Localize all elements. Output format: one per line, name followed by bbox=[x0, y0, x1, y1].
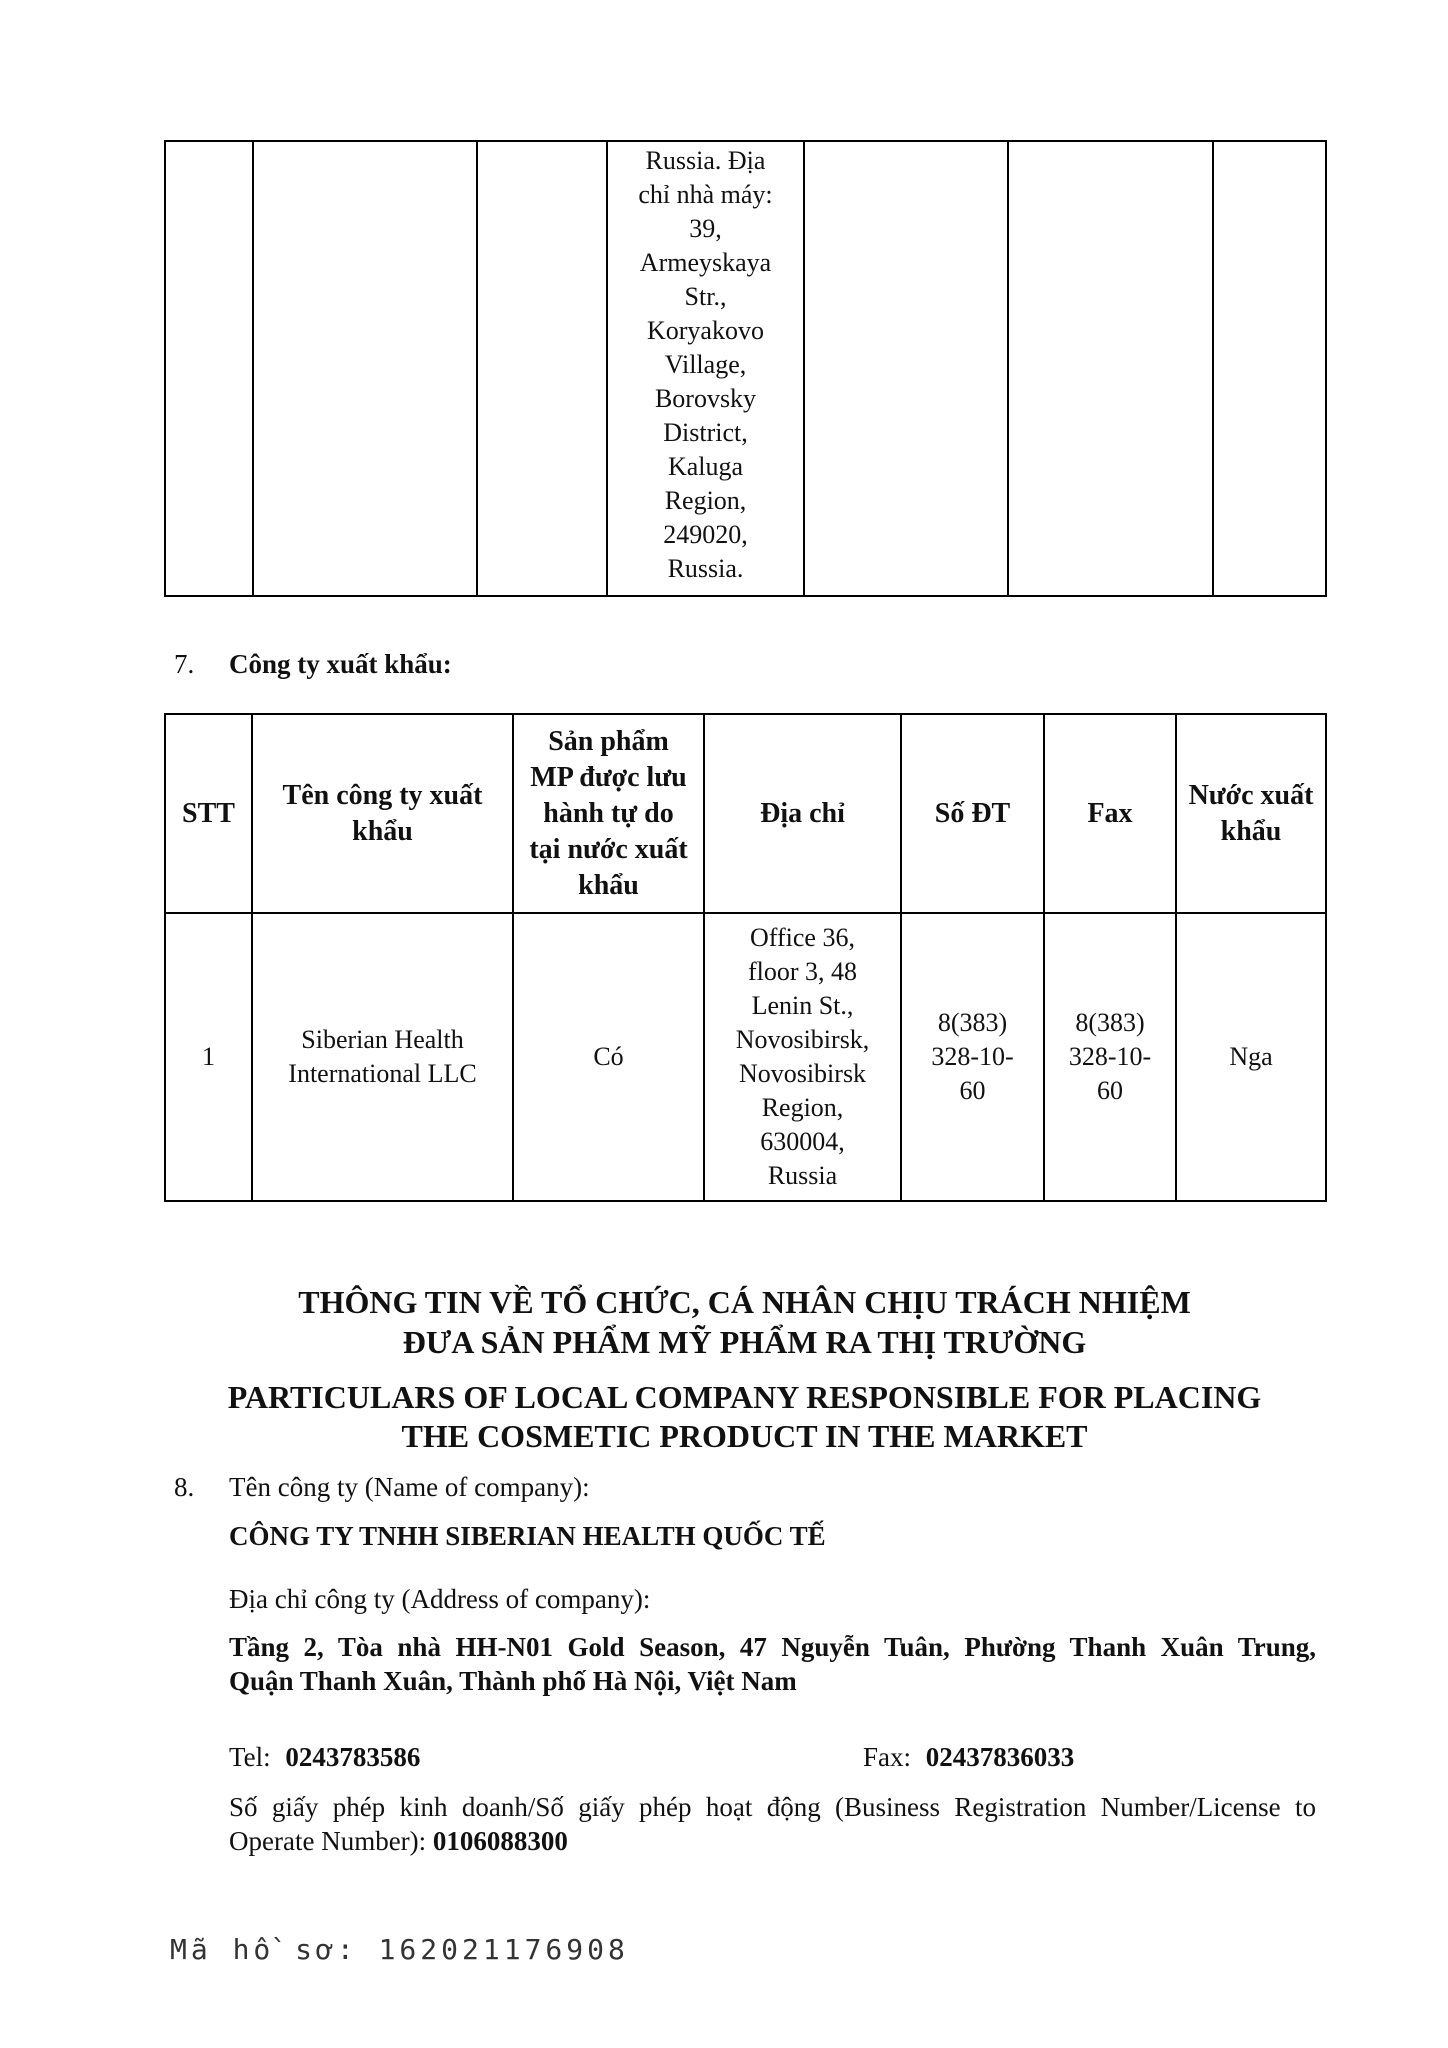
company-address-line-1: Tầng 2, Tòa nhà HH-N01 Gold Season, 47 Nguyễn Tuân, Phường Thanh Xuân Trung, bbox=[229, 1632, 1316, 1662]
heading-en-line-1: PARTICULARS OF LOCAL COMPANY RESPONSIBLE FOR PLACING bbox=[227, 1379, 1262, 1415]
table-cell bbox=[1213, 141, 1326, 596]
text-line: International LLC bbox=[288, 1059, 477, 1088]
text-line: 60 bbox=[1097, 1076, 1123, 1105]
cell-content bbox=[610, 142, 801, 586]
cell-content bbox=[1179, 1040, 1323, 1074]
factory-table-continued bbox=[164, 140, 1327, 597]
cell-fax bbox=[1044, 913, 1176, 1201]
company-address-label: Địa chỉ công ty (Address of company): bbox=[229, 1584, 651, 1614]
cell-content bbox=[255, 1023, 510, 1091]
license-line-2 bbox=[229, 1824, 568, 1858]
text-line: Village, bbox=[664, 350, 747, 379]
cell-content bbox=[255, 778, 510, 850]
cell-address bbox=[704, 913, 901, 1201]
tel-group bbox=[229, 1740, 420, 1774]
tel-value: 0243783586 bbox=[285, 1742, 421, 1772]
text-line: Region, bbox=[664, 486, 747, 515]
text-line: Số ĐT bbox=[934, 797, 1011, 829]
text-line: Office 36, bbox=[750, 923, 855, 952]
table-row bbox=[165, 141, 1326, 596]
dossier-code: Mã hồ sơ: 162021176908 bbox=[170, 1933, 629, 1966]
text-line: 39, bbox=[689, 214, 722, 243]
cell-content bbox=[1047, 1006, 1173, 1108]
text-line: hành tự do bbox=[543, 797, 674, 829]
table-cell bbox=[165, 141, 253, 596]
text-line: Có bbox=[593, 1042, 624, 1071]
text-line: Russia bbox=[767, 1161, 838, 1190]
text-line: 1 bbox=[202, 1042, 215, 1071]
cell-content bbox=[1047, 796, 1173, 832]
license-text-line-2: Operate Number): bbox=[229, 1826, 427, 1856]
cell-content bbox=[1179, 778, 1323, 850]
text-line: khẩu bbox=[578, 869, 639, 901]
text-line: chỉ nhà máy: bbox=[638, 180, 773, 209]
text-line: 60 bbox=[959, 1076, 986, 1105]
text-line: Fax bbox=[1087, 797, 1133, 829]
header-stt bbox=[165, 714, 252, 913]
text-line: 328-10- bbox=[1068, 1042, 1152, 1071]
text-line: Nga bbox=[1229, 1042, 1273, 1071]
cell-content bbox=[516, 1040, 701, 1074]
text-line: Russia. bbox=[667, 554, 744, 583]
header-address bbox=[704, 714, 901, 913]
company-name-label: Tên công ty (Name of company): bbox=[229, 1472, 590, 1502]
text-line: STT bbox=[182, 797, 235, 829]
cell-content bbox=[904, 796, 1041, 832]
text-line: Sản phẩm bbox=[548, 725, 669, 757]
fax-label: Fax: bbox=[863, 1742, 912, 1772]
text-line: tại nước xuất bbox=[529, 833, 688, 865]
exporter-table bbox=[164, 713, 1327, 1202]
text-line: khẩu bbox=[352, 815, 413, 847]
heading-en-line-2: THE COSMETIC PRODUCT IN THE MARKET bbox=[401, 1418, 1088, 1454]
heading-vi-line-2: ĐƯA SẢN PHẨM MỸ PHẨM RA THỊ TRƯỜNG bbox=[402, 1324, 1087, 1360]
text-line: 249020, bbox=[663, 520, 748, 549]
cell-content bbox=[168, 1040, 249, 1074]
text-line: District, bbox=[663, 418, 748, 447]
text-line: Kaluga bbox=[667, 452, 744, 481]
text-line: Tên công ty xuất bbox=[282, 779, 483, 811]
text-line: 630004, bbox=[760, 1127, 845, 1156]
license-text-line-1: Số giấy phép kinh doanh/Số giấy phép hoạt động (Business Registration Number/License to bbox=[229, 1792, 1316, 1822]
table-row bbox=[165, 913, 1326, 1201]
fax-group bbox=[863, 1740, 1074, 1774]
text-line: floor 3, 48 bbox=[747, 957, 858, 986]
cell-content bbox=[168, 796, 249, 832]
cell-stt bbox=[165, 913, 252, 1201]
header-fax bbox=[1044, 714, 1176, 913]
tel-label: Tel: bbox=[229, 1742, 271, 1772]
text-line: Armeyskaya bbox=[639, 248, 772, 277]
text-line: Region, bbox=[761, 1093, 844, 1122]
cell-free-sale bbox=[513, 913, 704, 1201]
company-name: CÔNG TY TNHH SIBERIAN HEALTH QUỐC TẾ bbox=[229, 1521, 826, 1551]
cell-content bbox=[516, 724, 701, 904]
header-export-country bbox=[1176, 714, 1326, 913]
text-line: Nước xuất bbox=[1188, 779, 1314, 811]
cell-content bbox=[904, 1006, 1041, 1108]
text-line: Borovsky bbox=[654, 384, 757, 413]
text-line: Địa chỉ bbox=[760, 797, 845, 829]
fax-value: 02437836033 bbox=[925, 1742, 1075, 1772]
section-7-title: Công ty xuất khẩu: bbox=[229, 649, 452, 679]
text-line: Lenin St., bbox=[751, 991, 854, 1020]
text-line: MP được lưu bbox=[530, 761, 687, 793]
table-cell bbox=[477, 141, 607, 596]
cell-export-country bbox=[1176, 913, 1326, 1201]
header-free-sale bbox=[513, 714, 704, 913]
header-exporter-name bbox=[252, 714, 513, 913]
table-cell bbox=[253, 141, 477, 596]
text-line: Novosibirsk bbox=[738, 1059, 867, 1088]
text-line: Str., bbox=[684, 282, 727, 311]
company-address-line-2: Quận Thanh Xuân, Thành phố Hà Nội, Việt Nam bbox=[229, 1666, 797, 1696]
license-number: 0106088300 bbox=[432, 1826, 568, 1856]
text-line: Siberian Health bbox=[301, 1025, 464, 1054]
cell-phone bbox=[901, 913, 1044, 1201]
text-line: 328-10- bbox=[931, 1042, 1014, 1071]
text-line: Novosibirsk, bbox=[735, 1025, 870, 1054]
cell-exporter-name bbox=[252, 913, 513, 1201]
heading-vi-line-1: THÔNG TIN VỀ TỔ CHỨC, CÁ NHÂN CHỊU TRÁCH NHIỆM bbox=[298, 1284, 1191, 1320]
cell-content bbox=[707, 796, 898, 832]
text-line: Koryakovo bbox=[647, 316, 764, 345]
text-line: 8(383) bbox=[937, 1008, 1008, 1037]
cell-content bbox=[707, 921, 898, 1193]
section-8-number: 8. bbox=[174, 1472, 195, 1502]
table-cell bbox=[1008, 141, 1213, 596]
text-line: khẩu bbox=[1220, 815, 1282, 847]
header-phone bbox=[901, 714, 1044, 913]
factory-address-cell bbox=[607, 141, 804, 596]
text-line: Russia. Địa bbox=[645, 146, 766, 175]
table-cell bbox=[804, 141, 1008, 596]
table-header-row bbox=[165, 714, 1326, 913]
text-line: 8(383) bbox=[1075, 1008, 1145, 1037]
section-7-number: 7. bbox=[174, 649, 195, 679]
